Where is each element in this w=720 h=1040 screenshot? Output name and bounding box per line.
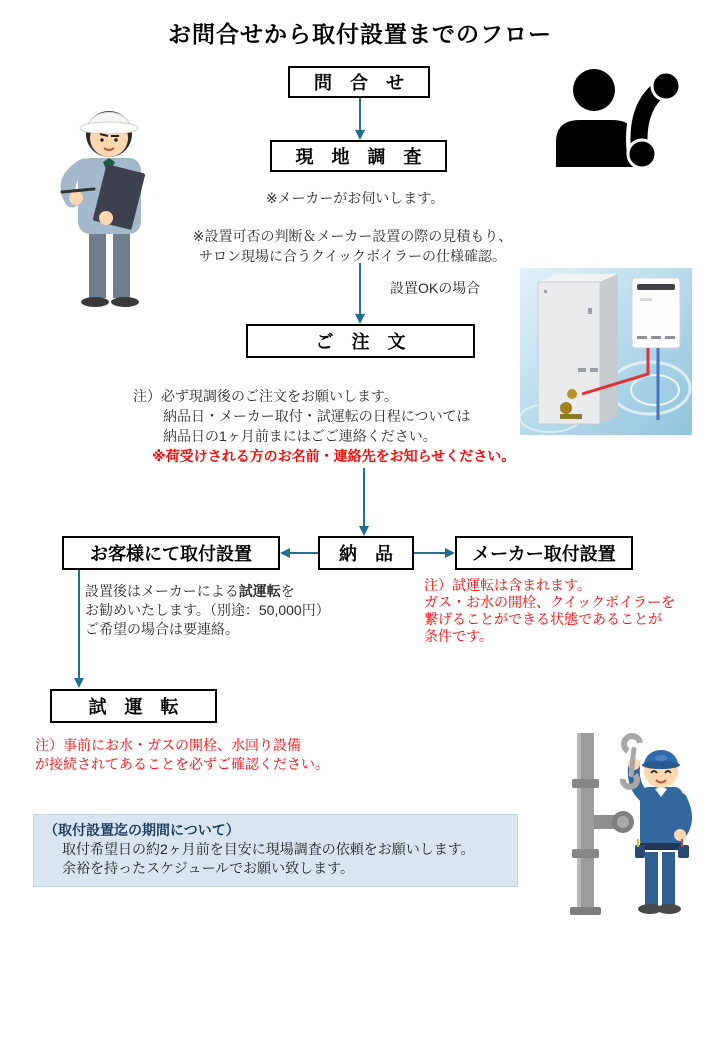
flow-box-maker-install: メーカー取付設置 <box>455 536 633 570</box>
installation-period-info-box <box>33 814 518 887</box>
flow-box-order: ご 注 文 <box>246 324 475 358</box>
arrow-inquiry-to-survey <box>353 98 367 140</box>
customer-note-line1: 設置後はメーカーによる試運転を <box>85 583 295 599</box>
flow-box-site-survey: 現 地 調 査 <box>270 140 447 172</box>
survey-note-2 <box>0 226 705 266</box>
customer-note-line3: ご希望の場合は要連絡。 <box>85 621 239 637</box>
customer-note-line2: お勧めいたします。（別途：50,000円） <box>85 602 330 618</box>
arrow-survey-to-order <box>353 263 367 324</box>
survey-note-2-line1: ※設置可否の判断＆メーカー設置の際の見積もり、 <box>192 228 513 244</box>
arrow-order-to-delivery <box>357 468 371 536</box>
info-box-heading: （取付設置迄の期間について） <box>44 822 240 838</box>
order-note-line1: 注）必ず現調後のご注文をお願いします。 <box>133 388 398 404</box>
flow-box-inquiry: 問 合 せ <box>288 66 430 98</box>
trial-note-line2: が接続されてあることを必ずご確認ください。 <box>35 756 329 772</box>
order-note-red: ※荷受けされる方のお名前・連絡先をお知らせください。 <box>152 448 516 464</box>
plumber-illustration <box>557 727 703 924</box>
trial-note-line1: 注）事前にお水・ガスの開栓、水回り設備 <box>35 737 301 753</box>
flow-box-customer-install: お客様にて取付設置 <box>62 536 280 570</box>
install-ok-label: 設置OKの場合 <box>390 280 481 296</box>
trial-run-note <box>35 736 329 774</box>
order-note-line2: 納品日・メーカー取付・試運転の日程については <box>163 408 471 424</box>
maker-note-line2: ガス・お水の開栓、クイックボイラーを <box>424 594 676 610</box>
maker-install-note <box>424 577 675 645</box>
flow-box-trial-run: 試 運 転 <box>50 689 217 723</box>
order-note-line3: 納品日の1ヶ月前まにはごご連絡ください。 <box>163 428 437 444</box>
maker-note-line3: 繋げることができる状態であることが <box>424 611 662 627</box>
order-note <box>133 386 515 466</box>
customer-install-note <box>85 582 330 639</box>
arrow-customer-to-trial <box>72 570 86 688</box>
info-box-line2: 余裕を持ったスケジュールでお願い致します。 <box>62 860 355 876</box>
flow-box-delivery: 納 品 <box>318 536 414 570</box>
arrow-delivery-to-maker <box>414 546 455 560</box>
boiler-product-image <box>520 268 692 435</box>
phone-contact-icon <box>548 62 688 174</box>
maker-note-line4: 条件です。 <box>424 628 493 644</box>
survey-note-2-line2: サロン現場に合うクイックボイラーの仕様確認。 <box>198 248 507 264</box>
page-title: お問合せから取付設置までのフロー <box>168 21 552 47</box>
survey-note-1: ※メーカーがお伺いします。 <box>265 190 445 206</box>
boiler-image-drawing <box>520 268 692 435</box>
info-box-line1: 取付希望日の約2ヶ月前を目安に現場調査の依頼をお願いします。 <box>62 841 475 857</box>
arrow-delivery-to-customer <box>280 546 318 560</box>
maker-note-line1: 注）試運転は含まれます。 <box>424 577 591 593</box>
